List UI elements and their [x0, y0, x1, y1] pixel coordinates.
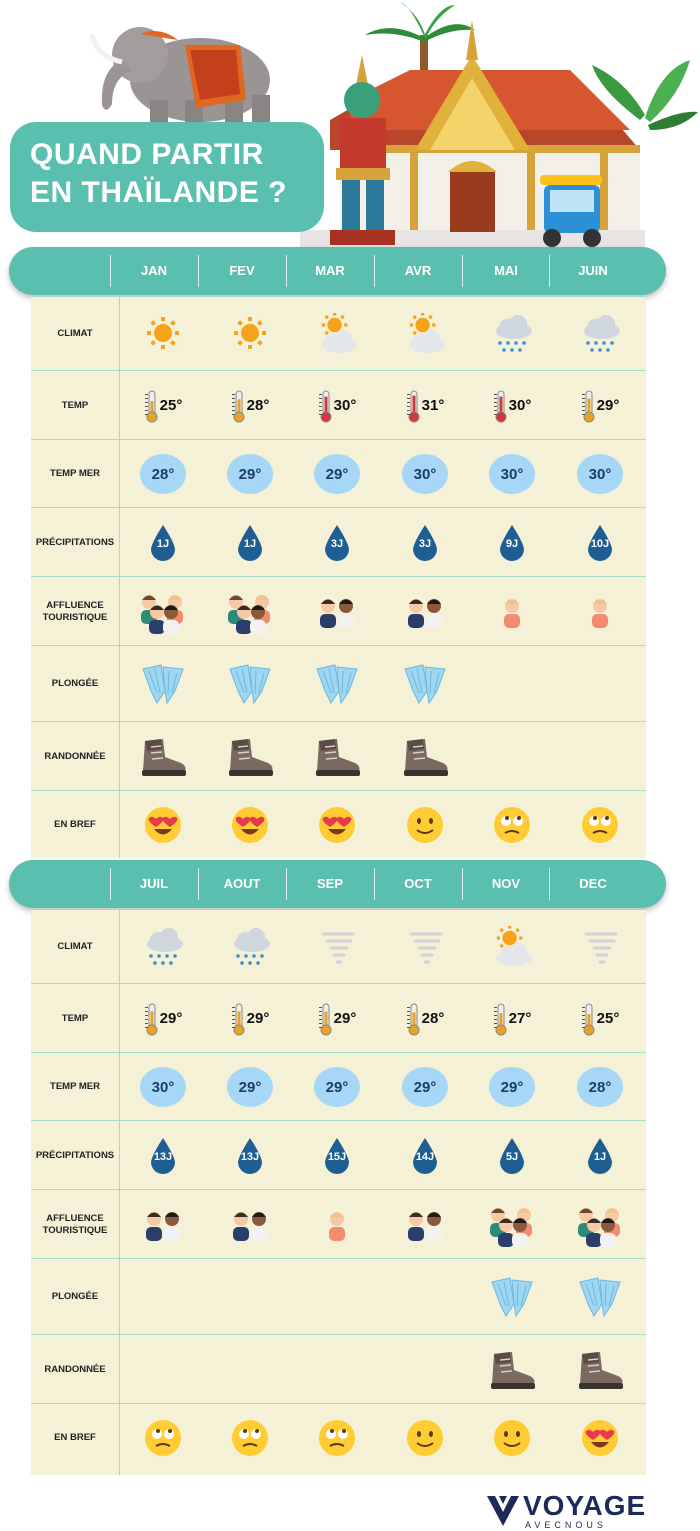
- month-separator: [286, 868, 287, 900]
- heart-eyes-emoji-icon: [580, 1418, 620, 1458]
- storm-icon: [403, 926, 447, 968]
- precipitation-drop: [497, 1137, 527, 1175]
- month-label: JAN: [140, 263, 167, 278]
- sea-temperature-value: 30°: [151, 1078, 175, 1096]
- cell-temp_mer: [293, 440, 381, 508]
- cell-affluence: [206, 1190, 294, 1259]
- cell-affluence: [468, 577, 556, 646]
- precipitation-days: 1J: [243, 537, 257, 550]
- month-separator: [110, 255, 111, 287]
- month-label: NOV: [491, 876, 521, 891]
- sea-temperature-badge: [402, 1067, 448, 1107]
- cell-affluence: [206, 577, 294, 646]
- row-plongee: [31, 1258, 646, 1334]
- cell-affluence: [556, 1190, 644, 1259]
- cell-affluence: [293, 1190, 381, 1259]
- cell-affluence: [381, 1190, 469, 1259]
- month-label: AOUT: [223, 876, 261, 891]
- eye-roll-emoji-icon: [580, 805, 620, 845]
- temperature-value: 29°: [159, 1010, 183, 1027]
- hiking-boot-icon: [224, 735, 276, 779]
- sea-temperature-value: 28°: [151, 465, 175, 483]
- row-label: RANDONNÉE: [44, 750, 106, 762]
- row-temp_mer: [31, 439, 646, 507]
- heart-eyes-emoji-icon: [317, 805, 357, 845]
- cell-randonnee: [556, 1335, 644, 1404]
- precipitation-drop: [235, 524, 265, 562]
- temperature-value: 29°: [596, 397, 620, 414]
- precipitation-drop: [585, 1137, 615, 1175]
- cell-temp: [206, 984, 294, 1053]
- hiking-boot-icon: [311, 735, 363, 779]
- cell-precip: [206, 1121, 294, 1190]
- hiking-boot-icon: [574, 1348, 626, 1392]
- row-label: EN BREF: [54, 819, 96, 830]
- brand-logo: [485, 1490, 655, 1530]
- cell-precip: [119, 1121, 207, 1190]
- cell-precip: [206, 508, 294, 577]
- row-label-line: AFFLUENCE: [46, 599, 104, 611]
- temperature-value: 28°: [246, 397, 270, 414]
- sea-temperature-value: 29°: [325, 1078, 349, 1096]
- temperature-value: 30°: [508, 397, 532, 414]
- precipitation-drop: [322, 1137, 352, 1175]
- cell-bref: [556, 791, 644, 859]
- sea-temperature-badge: [402, 454, 448, 494]
- precipitation-days: 1J: [156, 537, 170, 550]
- precipitation-days: 3J: [418, 537, 432, 550]
- cell-bref: [206, 1404, 294, 1472]
- cell-randonnee: [381, 722, 469, 791]
- cell-randonnee: [293, 1335, 381, 1404]
- sea-temperature-badge: [314, 1067, 360, 1107]
- flipper-icon: [401, 661, 449, 707]
- temperature-value: 27°: [508, 1010, 532, 1027]
- month-label: DEC: [579, 876, 607, 891]
- sea-temperature-value: 30°: [588, 465, 612, 483]
- flipper-icon: [226, 661, 274, 707]
- temperature-value: 25°: [596, 1010, 620, 1027]
- title-line-1: QUAND PARTIR: [30, 138, 264, 171]
- row-label: PRÉCIPITATIONS: [35, 536, 115, 548]
- cell-temp: [206, 371, 294, 440]
- tourist-couple-icon: [400, 592, 450, 632]
- eye-roll-emoji-icon: [230, 1418, 270, 1458]
- cell-randonnee: [468, 1335, 556, 1404]
- thermometer-icon: [318, 389, 332, 423]
- cell-affluence: [119, 577, 207, 646]
- precipitation-days: 9J: [505, 537, 519, 550]
- cell-plongee: [293, 646, 381, 722]
- cell-temp: [556, 371, 644, 440]
- row-label: TEMP MER: [50, 1081, 100, 1092]
- cell-climat: [556, 297, 644, 371]
- sea-temperature-badge: [489, 454, 535, 494]
- cell-precip: [556, 1121, 644, 1190]
- precipitation-drop: [148, 1137, 178, 1175]
- brand-tagline: AVECNOUS: [525, 1520, 607, 1530]
- hiking-boot-icon: [399, 735, 451, 779]
- cell-plongee: [206, 646, 294, 722]
- row-temp_mer: [31, 1052, 646, 1120]
- sea-temperature-badge: [227, 1067, 273, 1107]
- cell-plongee: [293, 1259, 381, 1335]
- sea-temperature-value: 29°: [238, 465, 262, 483]
- sun-cloud-icon: [490, 926, 534, 968]
- cell-plongee: [119, 646, 207, 722]
- sea-temperature-value: 30°: [500, 465, 524, 483]
- cell-bref: [468, 1404, 556, 1472]
- month-header-bar: [9, 860, 666, 908]
- cell-temp_mer: [293, 1053, 381, 1121]
- hiking-boot-icon: [137, 735, 189, 779]
- cell-climat: [119, 910, 207, 984]
- precipitation-drop: [322, 524, 352, 562]
- sun-icon: [228, 313, 272, 355]
- tourist-couple-icon: [400, 1205, 450, 1245]
- row-label: TEMP: [61, 1012, 89, 1024]
- cell-temp_mer: [119, 440, 207, 508]
- row-label: TEMP MER: [50, 468, 100, 479]
- cell-temp_mer: [206, 1053, 294, 1121]
- temperature-value: 25°: [159, 397, 183, 414]
- row-precip: [31, 507, 646, 576]
- row-temp: [31, 370, 646, 439]
- cell-randonnee: [206, 722, 294, 791]
- cell-temp: [293, 371, 381, 440]
- sea-temperature-badge: [577, 454, 623, 494]
- storm-icon: [578, 926, 622, 968]
- thermometer-icon: [231, 1002, 245, 1036]
- sea-temperature-value: 29°: [413, 1078, 437, 1096]
- month-separator: [198, 255, 199, 287]
- cell-climat: [468, 297, 556, 371]
- precipitation-days: 3J: [330, 537, 344, 550]
- brand-name: VOYAGE: [523, 1490, 647, 1521]
- precipitation-drop: [497, 524, 527, 562]
- title-line-2: EN THAÏLANDE ?: [30, 176, 287, 209]
- row-bref: [31, 790, 646, 858]
- row-affluence: [31, 576, 646, 645]
- tourist-crowd-icon: [222, 590, 278, 634]
- precipitation-drop: [410, 1137, 440, 1175]
- cell-temp_mer: [119, 1053, 207, 1121]
- cell-bref: [468, 791, 556, 859]
- month-separator: [198, 868, 199, 900]
- cell-precip: [468, 1121, 556, 1190]
- smile-emoji-icon: [405, 1418, 445, 1458]
- cell-temp: [381, 984, 469, 1053]
- sea-temperature-value: 30°: [413, 465, 437, 483]
- cell-bref: [381, 1404, 469, 1472]
- sun-cloud-icon: [315, 313, 359, 355]
- sea-temperature-value: 29°: [500, 1078, 524, 1096]
- precipitation-days: 15J: [327, 1150, 347, 1163]
- storm-icon: [315, 926, 359, 968]
- month-separator: [549, 255, 550, 287]
- cell-randonnee: [119, 722, 207, 791]
- eye-roll-emoji-icon: [492, 805, 532, 845]
- row-label-line: TOURISTIQUE: [42, 611, 108, 623]
- row-bref: [31, 1403, 646, 1471]
- sea-temperature-badge: [577, 1067, 623, 1107]
- month-label: AVR: [404, 263, 432, 278]
- row-label: CLIMAT: [57, 328, 93, 339]
- month-separator: [374, 868, 375, 900]
- cell-temp_mer: [381, 1053, 469, 1121]
- sea-temperature-badge: [140, 1067, 186, 1107]
- cell-plongee: [468, 1259, 556, 1335]
- cell-precip: [468, 508, 556, 577]
- row-label: [31, 1190, 119, 1259]
- cell-bref: [119, 791, 207, 859]
- cell-plongee: [206, 1259, 294, 1335]
- cell-climat: [293, 297, 381, 371]
- precipitation-days: 13J: [240, 1150, 260, 1163]
- row-affluence: [31, 1189, 646, 1258]
- sea-temperature-badge: [140, 454, 186, 494]
- cell-temp_mer: [556, 440, 644, 508]
- tourist-single-icon: [575, 592, 625, 632]
- cell-precip: [556, 508, 644, 577]
- row-temp: [31, 983, 646, 1052]
- cell-precip: [381, 1121, 469, 1190]
- row-climat: [31, 296, 646, 370]
- cell-climat: [293, 910, 381, 984]
- tourist-single-icon: [312, 1205, 362, 1245]
- precipitation-days: 14J: [415, 1150, 435, 1163]
- brand-mark-icon: [485, 1492, 521, 1528]
- tourist-single-icon: [487, 592, 537, 632]
- cell-bref: [119, 1404, 207, 1472]
- month-separator: [549, 868, 550, 900]
- sea-temperature-badge: [227, 454, 273, 494]
- flipper-icon: [313, 661, 361, 707]
- tourist-crowd-icon: [484, 1203, 540, 1247]
- cell-precip: [293, 1121, 381, 1190]
- thermometer-icon: [493, 1002, 507, 1036]
- cell-temp_mer: [206, 440, 294, 508]
- flipper-icon: [488, 1274, 536, 1320]
- cell-bref: [556, 1404, 644, 1472]
- month-label: FEV: [229, 263, 255, 278]
- cell-temp: [468, 371, 556, 440]
- cell-bref: [206, 791, 294, 859]
- cell-affluence: [293, 577, 381, 646]
- cell-climat: [381, 297, 469, 371]
- row-label: TEMP: [61, 399, 89, 411]
- row-label-line: AFFLUENCE: [46, 1212, 104, 1224]
- cell-affluence: [119, 1190, 207, 1259]
- sea-temperature-badge: [489, 1067, 535, 1107]
- month-label: JUIL: [139, 876, 169, 891]
- cell-temp: [119, 984, 207, 1053]
- row-randonnee: [31, 1334, 646, 1403]
- temperature-value: 30°: [333, 397, 357, 414]
- cell-temp_mer: [468, 1053, 556, 1121]
- temperature-value: 28°: [421, 1010, 445, 1027]
- tourist-couple-icon: [225, 1205, 275, 1245]
- cell-temp: [293, 984, 381, 1053]
- sun-icon: [141, 313, 185, 355]
- month-label: MAR: [315, 263, 345, 278]
- month-separator: [462, 868, 463, 900]
- cell-bref: [381, 791, 469, 859]
- tourist-crowd-icon: [135, 590, 191, 634]
- month-separator: [286, 255, 287, 287]
- cell-precip: [381, 508, 469, 577]
- temperature-value: 29°: [333, 1010, 357, 1027]
- cell-affluence: [381, 577, 469, 646]
- cell-randonnee: [206, 1335, 294, 1404]
- thermometer-icon: [406, 1002, 420, 1036]
- flipper-icon: [576, 1274, 624, 1320]
- calendar-grid: [31, 296, 646, 858]
- heart-eyes-emoji-icon: [230, 805, 270, 845]
- eye-roll-emoji-icon: [317, 1418, 357, 1458]
- temperature-value: 29°: [246, 1010, 270, 1027]
- row-label-line: TOURISTIQUE: [42, 1224, 108, 1236]
- flipper-icon: [139, 661, 187, 707]
- month-separator: [374, 255, 375, 287]
- cell-randonnee: [468, 722, 556, 791]
- cell-plongee: [468, 646, 556, 722]
- title-box: [10, 122, 324, 232]
- cell-temp: [556, 984, 644, 1053]
- cell-temp: [468, 984, 556, 1053]
- cell-bref: [293, 1404, 381, 1472]
- row-label: [31, 577, 119, 646]
- precipitation-days: 13J: [153, 1150, 173, 1163]
- calendar-grid: [31, 909, 646, 1475]
- cell-plongee: [381, 646, 469, 722]
- precipitation-days: 10J: [590, 537, 610, 550]
- row-precip: [31, 1120, 646, 1189]
- row-randonnee: [31, 721, 646, 790]
- cell-climat: [206, 297, 294, 371]
- rain-cloud-icon: [578, 313, 622, 355]
- cell-climat: [119, 297, 207, 371]
- cell-randonnee: [556, 722, 644, 791]
- month-label: OCT: [404, 876, 432, 891]
- rain-cloud-icon: [141, 926, 185, 968]
- cell-climat: [468, 910, 556, 984]
- month-separator: [462, 255, 463, 287]
- cell-temp: [119, 371, 207, 440]
- cell-climat: [206, 910, 294, 984]
- precipitation-drop: [410, 524, 440, 562]
- cell-plongee: [381, 1259, 469, 1335]
- precipitation-drop: [148, 524, 178, 562]
- hiking-boot-icon: [486, 1348, 538, 1392]
- thermometer-icon: [144, 1002, 158, 1036]
- row-label: PLONGÉE: [51, 1291, 99, 1302]
- cell-climat: [556, 910, 644, 984]
- cell-bref: [293, 791, 381, 859]
- thermometer-icon: [581, 389, 595, 423]
- smile-emoji-icon: [405, 805, 445, 845]
- row-label: PRÉCIPITATIONS: [35, 1149, 115, 1161]
- precipitation-drop: [235, 1137, 265, 1175]
- cell-randonnee: [119, 1335, 207, 1404]
- heart-eyes-emoji-icon: [143, 805, 183, 845]
- sea-temperature-value: 29°: [325, 465, 349, 483]
- row-climat: [31, 909, 646, 983]
- precipitation-days: 1J: [593, 1150, 607, 1163]
- month-separator: [110, 868, 111, 900]
- sun-cloud-icon: [403, 313, 447, 355]
- cell-precip: [119, 508, 207, 577]
- sea-temperature-value: 28°: [588, 1078, 612, 1096]
- thermometer-icon: [231, 389, 245, 423]
- month-header-bar: [9, 247, 666, 295]
- sea-temperature-badge: [314, 454, 360, 494]
- month-label: MAI: [494, 263, 518, 278]
- cell-plongee: [556, 1259, 644, 1335]
- temperature-value: 31°: [421, 397, 445, 414]
- thermometer-icon: [493, 389, 507, 423]
- cell-randonnee: [293, 722, 381, 791]
- row-label: CLIMAT: [57, 941, 93, 952]
- cell-temp: [381, 371, 469, 440]
- row-label: EN BREF: [54, 1432, 96, 1443]
- thermometer-icon: [406, 389, 420, 423]
- cell-plongee: [119, 1259, 207, 1335]
- cell-plongee: [556, 646, 644, 722]
- sea-temperature-value: 29°: [238, 1078, 262, 1096]
- precipitation-drop: [585, 524, 615, 562]
- cell-affluence: [556, 577, 644, 646]
- tourist-crowd-icon: [572, 1203, 628, 1247]
- tourist-couple-icon: [138, 1205, 188, 1245]
- thermometer-icon: [318, 1002, 332, 1036]
- precipitation-days: 5J: [505, 1150, 519, 1163]
- eye-roll-emoji-icon: [143, 1418, 183, 1458]
- thermometer-icon: [144, 389, 158, 423]
- cell-temp_mer: [556, 1053, 644, 1121]
- cell-temp_mer: [468, 440, 556, 508]
- smile-emoji-icon: [492, 1418, 532, 1458]
- thermometer-icon: [581, 1002, 595, 1036]
- cell-climat: [381, 910, 469, 984]
- month-label: JUIN: [578, 263, 608, 278]
- cell-temp_mer: [381, 440, 469, 508]
- row-label: RANDONNÉE: [44, 1363, 106, 1375]
- cell-randonnee: [381, 1335, 469, 1404]
- month-label: SEP: [316, 876, 343, 891]
- rain-cloud-icon: [228, 926, 272, 968]
- row-plongee: [31, 645, 646, 721]
- rain-cloud-icon: [490, 313, 534, 355]
- cell-precip: [293, 508, 381, 577]
- tourist-couple-icon: [312, 592, 362, 632]
- row-label: PLONGÉE: [51, 678, 99, 689]
- cell-affluence: [468, 1190, 556, 1259]
